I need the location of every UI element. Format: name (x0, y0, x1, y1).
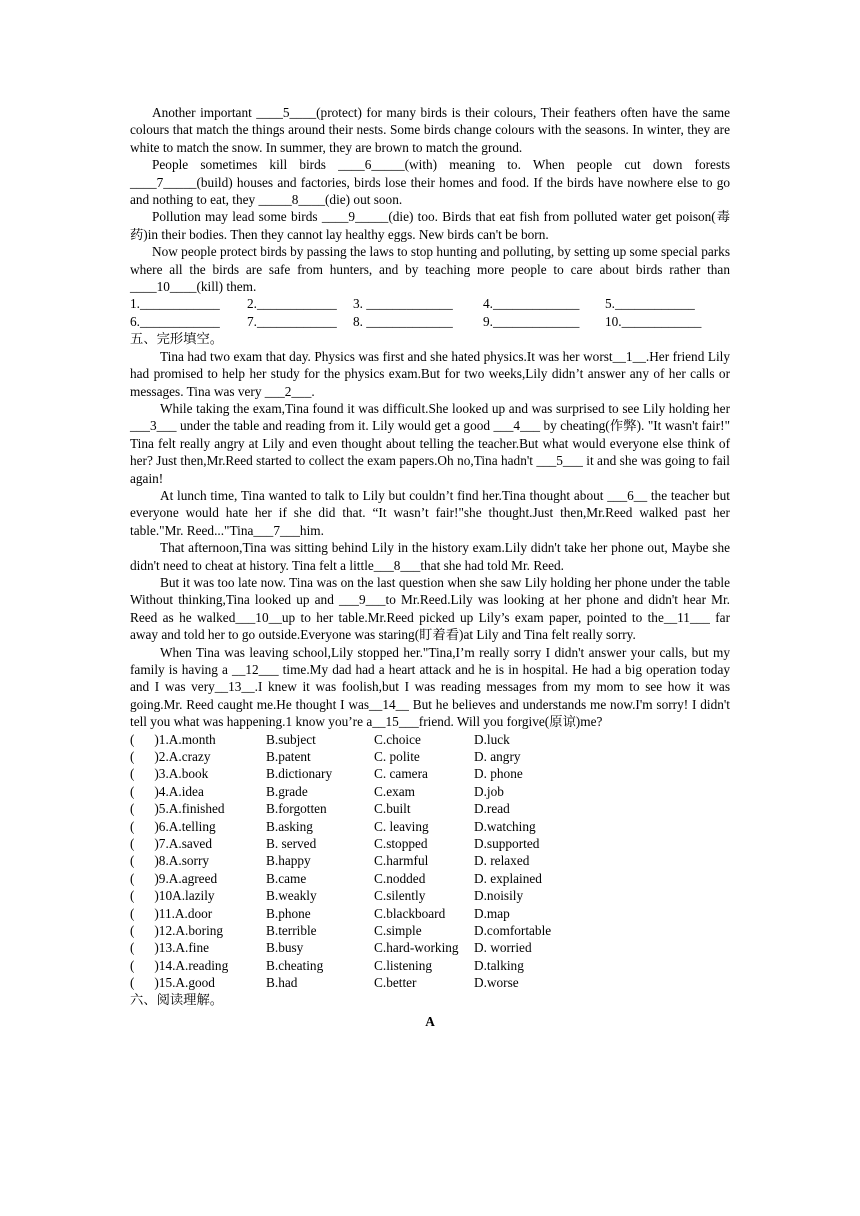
option-d[interactable]: D. worried (474, 940, 532, 956)
answer-blank[interactable]: 4._____________ (483, 296, 580, 312)
option-b[interactable]: B.forgotten (266, 801, 327, 817)
option-b[interactable]: B.came (266, 870, 307, 886)
option-d[interactable]: D.talking (474, 957, 524, 973)
option-b[interactable]: B.had (266, 975, 298, 991)
reading-passage (130, 104, 730, 295)
option-d[interactable]: D.read (474, 801, 510, 817)
option-row (130, 800, 730, 817)
option-row (130, 783, 730, 800)
option-row (130, 922, 730, 939)
option-d[interactable]: D.watching (474, 818, 536, 834)
option-c[interactable]: C.nodded (374, 870, 426, 886)
paragraph: Now people protect birds by passing the laws to stop hunting and polluting, by setting up some special parks where all the birds are safe from hunters, and by teaching more people to care about birds rather than ____10____(kill) them. (130, 244, 730, 295)
option-b[interactable]: B.dictionary (266, 766, 333, 782)
question-option-a[interactable]: ( )11.A.door (130, 905, 213, 921)
option-c[interactable]: C.blackboard (374, 905, 446, 921)
option-c[interactable]: C.better (374, 975, 417, 991)
option-row (130, 748, 730, 765)
option-c[interactable]: C. camera (374, 766, 428, 782)
option-c[interactable]: C.built (374, 801, 411, 817)
question-option-a[interactable]: ( )1.A.month (130, 731, 216, 747)
question-option-a[interactable]: ( )10A.lazily (130, 888, 215, 904)
option-b[interactable]: B.subject (266, 731, 316, 747)
options-list (130, 731, 730, 992)
answer-blank[interactable]: 6.____________ (130, 313, 220, 329)
paragraph: While taking the exam,Tina found it was difficult.She looked up and was surprised to see Lily holding her ___3___ under the table and reading from it. Lily would get a good ___4___ by cheating(作弊). "It wasn't fair!" Tina felt really angry at Lily and even thought about telling the teacher.But what would everyone else think of her? Just then,Mr.Reed started to collect the exam papers.Oh no,Tina hadn't ___5___ it and she was going to fail again! (130, 400, 730, 486)
question-option-a[interactable]: ( )12.A.boring (130, 922, 224, 938)
option-c[interactable]: C. polite (374, 749, 420, 765)
answer-blank[interactable]: 5.____________ (605, 296, 695, 312)
option-b[interactable]: B.patent (266, 749, 311, 765)
option-c[interactable]: C.listening (374, 957, 432, 973)
option-row (130, 835, 730, 852)
question-option-a[interactable]: ( )8.A.sorry (130, 853, 210, 869)
question-option-a[interactable]: ( )6.A.telling (130, 818, 216, 834)
option-row (130, 852, 730, 869)
option-c[interactable]: C. leaving (374, 818, 429, 834)
question-option-a[interactable]: ( )3.A.book (130, 766, 209, 782)
option-c[interactable]: C.hard-working (374, 940, 459, 956)
option-d[interactable]: D.worse (474, 975, 519, 991)
option-row (130, 731, 730, 748)
answer-blank[interactable]: 1.____________ (130, 296, 220, 312)
section-subheading: A (425, 1013, 435, 1029)
question-option-a[interactable]: ( )7.A.saved (130, 835, 212, 851)
answer-blanks-row (130, 295, 730, 312)
option-d[interactable]: D. phone (474, 766, 523, 782)
option-b[interactable]: B. served (266, 835, 317, 851)
paragraph: But it was too late now. Tina was on the last question when she saw Lily holding her phone under the table Without thinking,Tina looked up and ___9___to Mr.Reed.Lily was looking at her phone and didn't hear Mr. Reed as he walked___10__up to her table.Mr.Reed picked up Lily’s exam paper, pointed to the__11___ far away and told her to go outside.Everyone was staring(盯着看)at Lily and Tina felt really sorry. (130, 574, 730, 643)
option-c[interactable]: C.choice (374, 731, 421, 747)
option-row (130, 887, 730, 904)
answer-blanks-row (130, 313, 730, 330)
question-option-a[interactable]: ( )14.A.reading (130, 957, 229, 973)
section-heading: 六、阅读理解。 (130, 992, 224, 1008)
option-b[interactable]: B.weakly (266, 888, 317, 904)
option-d[interactable]: D.luck (474, 731, 510, 747)
option-row (130, 818, 730, 835)
question-option-a[interactable]: ( )5.A.finished (130, 801, 225, 817)
option-c[interactable]: C.harmful (374, 853, 429, 869)
option-row (130, 957, 730, 974)
cloze-passage (130, 348, 730, 731)
option-row (130, 870, 730, 887)
option-d[interactable]: D.map (474, 905, 510, 921)
answer-blank[interactable]: 3. _____________ (353, 296, 453, 312)
question-option-a[interactable]: ( )2.A.crazy (130, 749, 211, 765)
option-b[interactable]: B.grade (266, 783, 308, 799)
section-heading: 五、完形填空。 (130, 331, 224, 347)
option-b[interactable]: B.phone (266, 905, 311, 921)
option-c[interactable]: C.silently (374, 888, 426, 904)
option-d[interactable]: D.noisily (474, 888, 524, 904)
paragraph: Pollution may lead some birds ____9_____(die) too. Birds that eat fish from polluted water get poison(毒药)in their bodies. Then they cannot lay healthy eggs. New birds can't be born. (130, 209, 730, 242)
answer-blank[interactable]: 9._____________ (483, 313, 580, 329)
option-b[interactable]: B.asking (266, 818, 313, 834)
answer-blank[interactable]: 2.____________ (247, 296, 337, 312)
option-d[interactable]: D.job (474, 783, 504, 799)
option-d[interactable]: D.comfortable (474, 922, 552, 938)
answer-blank[interactable]: 10.____________ (605, 313, 702, 329)
paragraph: That afternoon,Tina was sitting behind Lily in the history exam.Lily didn't take her phone out, Maybe she didn't need to cheat at history. Tina felt a little___8___that she had told Mr. Reed. (130, 540, 730, 573)
option-d[interactable]: D.supported (474, 835, 540, 851)
paragraph: When Tina was leaving school,Lily stopped her."Tina,I’m really sorry I didn't answer your calls, but my family is having a __12___ time.My dad had a heart attack and he is in hospital. He had a big operation today and I was very__13__.I knew it was foolish,but I was reading messages from my mom to see how it was going.Mr. Reed caught me.He thought I was__14__ But he believes and understands me now.I'm sorry! I didn't tell you what was happening.1 know you’re a__15___friend. Will you forgive(原谅)me? (130, 644, 730, 730)
option-c[interactable]: C.stopped (374, 835, 428, 851)
option-b[interactable]: B.happy (266, 853, 311, 869)
paragraph: At lunch time, Tina wanted to talk to Lily but couldn’t find her.Tina thought about ___6__ the teacher but everyone would hate her if she did that. “It wasn’t fair!"she thought.Just then,Mr.Reed walked past her table."Mr. Reed..."Tina___7___him. (130, 487, 730, 538)
option-c[interactable]: C.simple (374, 922, 422, 938)
option-row (130, 765, 730, 782)
paragraph: Tina had two exam that day. Physics was first and she hated physics.It was her worst__1__.Her friend Lily had promised to help her study for the physics exam.But for two weeks,Lily didn’t answer any of her calls or messages. Tina was very ___2___. (130, 348, 730, 399)
paragraph: People sometimes kill birds ____6_____(with) meaning to. When people cut down forests ____7_____(build) houses and factories, birds lose their homes and food. If the birds have nowhere else to go and nothing to eat, they _____8____(die) out soon. (130, 157, 730, 208)
option-b[interactable]: B.cheating (266, 957, 324, 973)
option-d[interactable]: D. explained (474, 870, 542, 886)
paragraph: Another important ____5____(protect) for many birds is their colours, Their feathers often have the same colours that match the things around their nests. Some birds change colours with the seasons. In winter, they are white to match the snow. In summer, they are brown to match the ground. (130, 105, 730, 155)
option-b[interactable]: B.busy (266, 940, 304, 956)
option-b[interactable]: B.terrible (266, 922, 317, 938)
question-option-a[interactable]: ( )13.A.fine (130, 940, 210, 956)
question-option-a[interactable]: ( )15.A.good (130, 975, 215, 991)
option-row (130, 905, 730, 922)
option-d[interactable]: D. relaxed (474, 853, 530, 869)
option-d[interactable]: D. angry (474, 749, 521, 765)
question-option-a[interactable]: ( )9.A.agreed (130, 870, 218, 886)
document-page (130, 104, 730, 1030)
option-row (130, 974, 730, 991)
option-c[interactable]: C.exam (374, 783, 415, 799)
question-option-a[interactable]: ( )4.A.idea (130, 783, 204, 799)
option-row (130, 939, 730, 956)
answer-blank[interactable]: 8. _____________ (353, 313, 453, 329)
answer-blank[interactable]: 7.____________ (247, 313, 337, 329)
